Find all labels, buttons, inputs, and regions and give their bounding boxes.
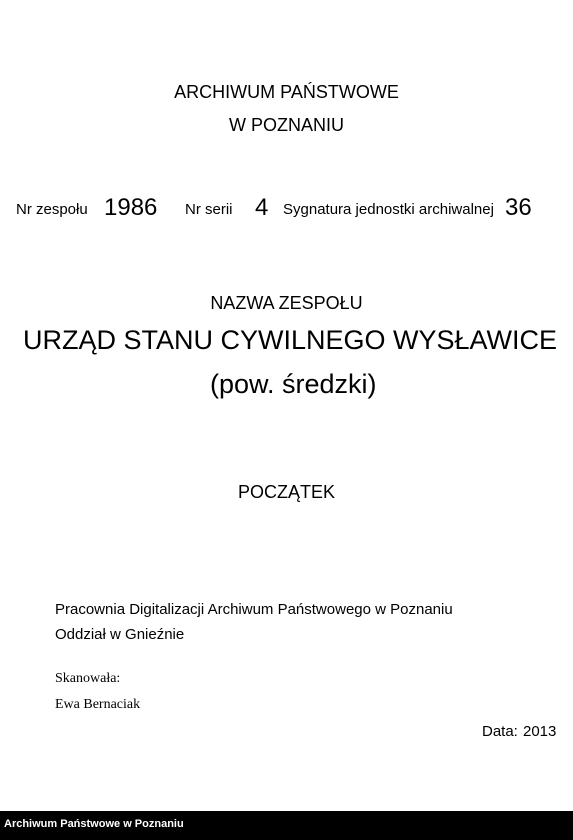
- fonds-number-value: 1986: [104, 194, 158, 221]
- date-label: Data:: [482, 723, 518, 740]
- signature-value: 36: [505, 194, 532, 221]
- scanner-name: Ewa Bernaciak: [55, 697, 141, 712]
- fonds-name: URZĄD STANU CYWILNEGO WYSŁAWICE: [22, 325, 558, 355]
- fonds-district: (pow. średzki): [210, 369, 377, 399]
- fonds-number-label: Nr zespołu: [16, 201, 88, 218]
- archive-city: W POZNANIU: [229, 115, 344, 135]
- branch-office: Oddział w Gnieźnie: [55, 626, 185, 643]
- start-marker: POCZĄTEK: [237, 482, 335, 502]
- signature-label: Sygnatura jednostki archiwalnej: [283, 201, 494, 218]
- archive-name: ARCHIWUM PAŃSTWOWE: [174, 82, 399, 102]
- series-number-label: Nr serii: [185, 201, 233, 218]
- footer-text: Archiwum Państwowe w Poznaniu: [4, 818, 184, 830]
- digitization-lab: Pracownia Digitalizacji Archiwum Państwowego w Poznaniu: [55, 601, 453, 618]
- fonds-heading: NAZWA ZESPOŁU: [210, 293, 363, 313]
- footer-bar: [0, 811, 573, 840]
- date-value: 2013: [523, 723, 557, 740]
- scanned-by-label: Skanowała:: [55, 671, 121, 686]
- series-number-value: 4: [255, 194, 269, 221]
